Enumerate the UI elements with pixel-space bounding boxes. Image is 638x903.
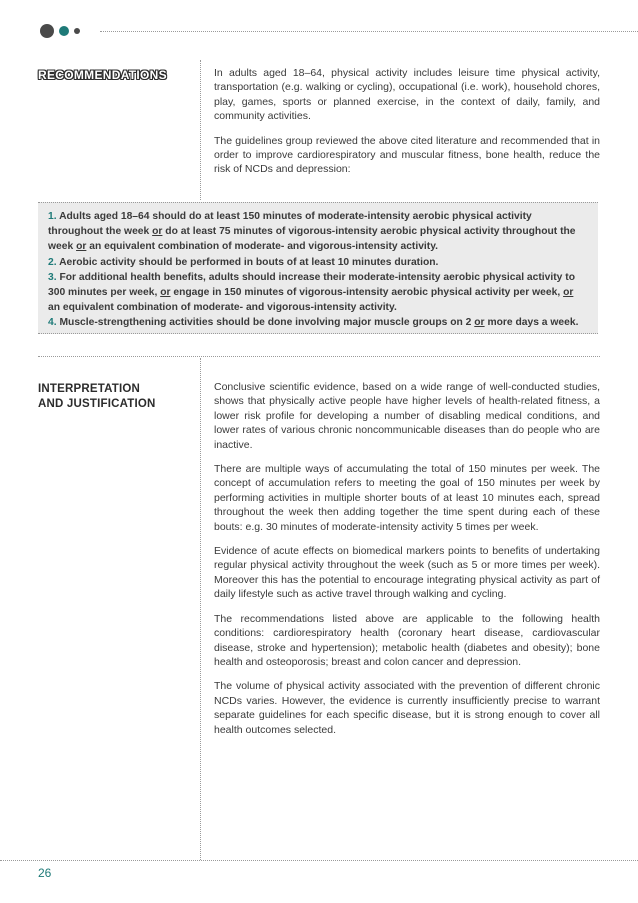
or-emphasis: or xyxy=(152,226,163,238)
or-emphasis: or xyxy=(563,287,574,299)
column-divider-bottom xyxy=(200,358,201,860)
paragraph: There are multiple ways of accumulating the total of 150 minutes per week. The concept of accumulation refers to meeting the goal of 150 minutes per week by performing activities in multiple shorter bouts of at least 10 minutes each, spread throughout the week then adding together the time spent during each of these bouts: e.g. 30 minutes of moderate-intensity activity 5 times per week. xyxy=(214,463,600,533)
item-text: do at least 75 minutes of vigorous-intensity aerobic physical activity throughout the week xyxy=(48,226,576,253)
paragraph: The recommendations listed above are applicable to the following health conditions: cardiorespiratory health (coronary heart disease, cardiovascular disease, stroke and hypertension); metabolic health (diabetes and obesity); bone health and osteoporosis; breast and colon cancer and depression. xyxy=(214,612,600,668)
or-emphasis: or xyxy=(160,287,171,299)
item-text: an equivalent combination of moderate- and vigorous-intensity activity. xyxy=(48,302,397,314)
heading-line-2: AND JUSTIFICATION xyxy=(38,398,156,410)
paragraph: Conclusive scientific evidence, based on a wide range of well-conducted studies, shows that physically active people have higher levels of health-related fitness, a lower risk profile for developing a number of disabling medical conditions, and lower rates of various chronic noncommunicable diseases than do people who are inactive. xyxy=(214,381,600,451)
recommendation-item-3 xyxy=(48,270,588,316)
page-number: 26 xyxy=(38,866,52,880)
heading-line-1: INTERPRETATION xyxy=(38,383,141,395)
item-text: Muscle-strengthening activities should be done involving major muscle groups on 2 xyxy=(56,317,475,329)
header-divider xyxy=(100,31,638,32)
item-number: 4. xyxy=(48,317,57,329)
interpretation-heading xyxy=(38,382,156,412)
section-divider xyxy=(38,356,600,357)
recommendation-item-1 xyxy=(48,209,588,255)
recommendations-heading: RECOMMENDATIONS xyxy=(38,68,167,82)
recommendation-item-4 xyxy=(48,315,588,330)
dot-small-icon xyxy=(74,28,80,34)
recommendation-box xyxy=(38,202,598,334)
item-number: 1. xyxy=(48,211,57,222)
column-divider-top xyxy=(200,60,201,200)
item-text: Adults aged 18–64 should do at least 150 minutes of moderate-intensity aerobic physical activity throughout the week xyxy=(48,211,532,238)
footer-divider xyxy=(0,860,638,861)
item-text: Aerobic activity should be performed in bouts of at least 10 minutes duration. xyxy=(56,256,439,268)
dot-accent-icon xyxy=(59,26,69,36)
paragraph: In adults aged 18–64, physical activity includes leisure time physical activity, transportation (e.g. walking or cycling), occupational (i.e. work), household chores, play, games, sports or planned exercise, in the context of daily, family, and community activities. xyxy=(214,67,600,123)
recommendation-item-2 xyxy=(48,255,588,270)
item-text: an equivalent combination of moderate- and vigorous-intensity activity. xyxy=(86,241,439,253)
item-text: engage in 150 minutes of vigorous-intensity aerobic physical activity per week, xyxy=(170,287,564,299)
paragraph: The guidelines group reviewed the above cited literature and recommended that in order to improve cardiorespiratory and muscular fitness, bone health, reduce the risk of NCDs and depression: xyxy=(214,134,600,176)
paragraph: The volume of physical activity associated with the prevention of different chronic NCDs varies. However, the evidence is currently insufficiently precise to warrant separate guidelines for each specific disease, but it is strong enough to cover all health outcomes selected. xyxy=(214,680,600,736)
or-emphasis: or xyxy=(76,241,87,253)
item-text: more days a week. xyxy=(484,317,579,329)
interpretation-text xyxy=(214,380,600,747)
item-number: 3. xyxy=(48,271,57,283)
item-number: 2. xyxy=(48,256,57,268)
recommendations-text xyxy=(214,66,600,187)
paragraph: Evidence of acute effects on biomedical markers points to benefits of undertaking regular physical activity throughout the week (such as 5 or more times per week). Moreover this has the potential to encourage integrating physical activity as part of daily lifestyle such as active travel through walking and cycling. xyxy=(214,545,600,601)
item-text: For additional health benefits, adults should increase their moderate-intensity aerobic physical activity to 300 minutes per week, xyxy=(48,271,575,299)
dot-large-icon xyxy=(40,24,54,38)
or-emphasis: or xyxy=(474,317,485,329)
